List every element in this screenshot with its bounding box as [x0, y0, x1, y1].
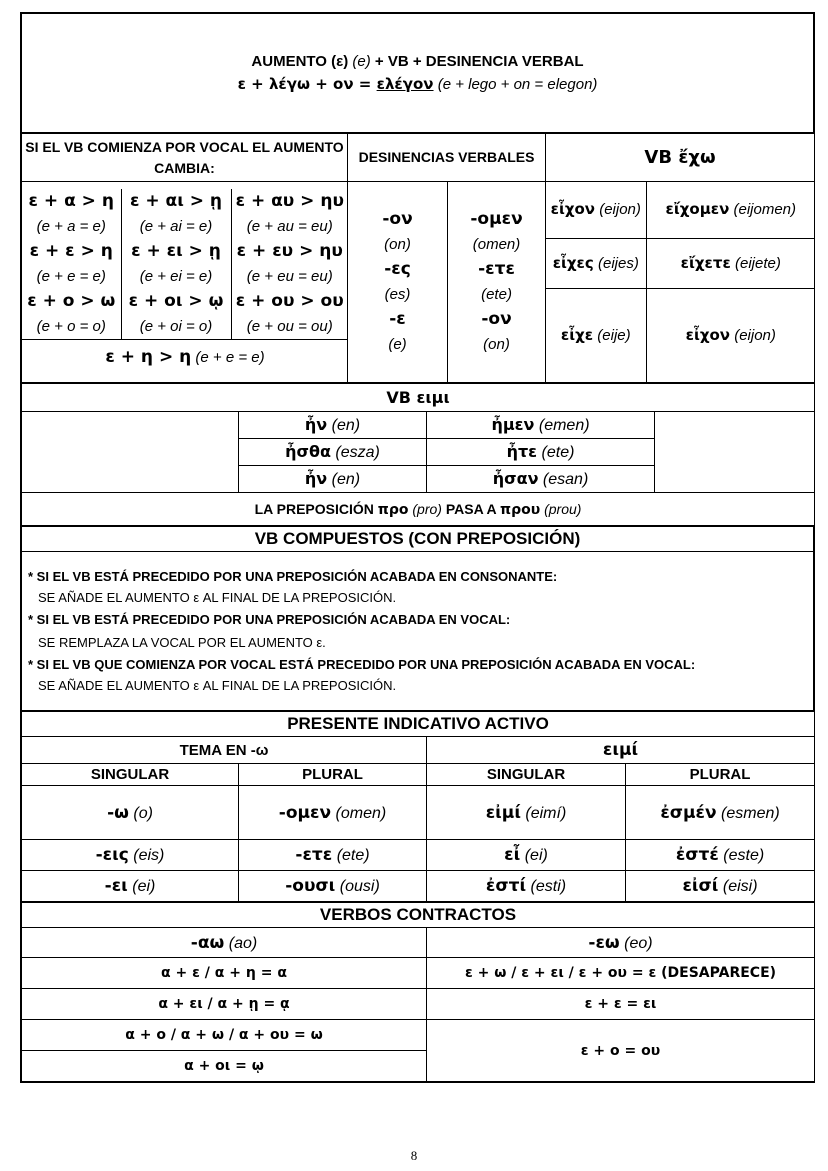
present-form: -εις (eis): [22, 840, 239, 871]
present-title: PRESENTE INDICATIVO ACTIVO: [22, 712, 815, 737]
compound-rule-3: SE AÑADE EL AUMENTO ε AL FINAL DE LA PREPOSICIÓN.: [38, 677, 397, 693]
contract-eo-rule: ε + ο = ου: [427, 1020, 815, 1082]
augment-rules: [22, 182, 348, 383]
echo-form: εἶχε (eije): [546, 288, 646, 382]
contract-ao-rule: α + ο / α + ω / α + ου = ω: [22, 1020, 427, 1051]
present-form: -ετε (ete): [239, 840, 427, 871]
header-table: [21, 13, 814, 133]
augment-grid: [22, 189, 348, 376]
echo-form: εἶχες (eijes): [546, 238, 646, 288]
eimi-blank-left: [22, 412, 239, 493]
header-line-2: [24, 73, 811, 96]
echo-form: εἴχετε (eijete): [646, 238, 815, 288]
echo-grid: [546, 182, 815, 382]
header-formula: + VB + DESINENCIA VERBAL: [370, 52, 584, 70]
eimi-form: ἦσαν (esan): [427, 466, 655, 493]
present-table: [21, 711, 815, 902]
header-augment: AUMENTO (ε): [251, 52, 353, 70]
compound-note-2: * SI EL VB ESTÁ PRECEDIDO POR UNA PREPOSICIÓN ACABADA EN VOCAL:: [28, 611, 511, 627]
present-omega-title: TEMA EN -ω: [22, 737, 427, 764]
eimi-form: ἦν (en): [239, 466, 427, 493]
present-eimi-title: ειμί: [427, 737, 815, 764]
present-form: ἐστί (esti): [427, 871, 626, 902]
augment-rule: ε + αι > ῃ (e + ai = e) ε + ει > ῃ (e + ei = e) ε + οι > ῳ (e + oi = o): [121, 189, 231, 340]
compound-title: VB COMPUESTOS (CON PREPOSICIÓN): [22, 527, 814, 552]
eimi-blank-right: [655, 412, 815, 493]
eimi-form: ἦτε (ete): [427, 439, 655, 466]
contract-eo-rule: ε + ε = ει: [427, 989, 815, 1020]
present-form: -ομεν (omen): [239, 786, 427, 840]
augment-last-rule: ε + η > η (e + e = e): [22, 339, 348, 376]
contract-eo-rule: ε + ω / ε + ει / ε + ου = ε (DESAPARECE): [427, 958, 815, 989]
echo-conjugation: [546, 182, 815, 383]
contract-ao-rule: α + ε / α + η = α: [22, 958, 427, 989]
augment-rule: ε + α > η (e + a = e) ε + ε > η (e + e = e) ε + ο > ω (e + o = o): [22, 189, 121, 340]
present-form: -ουσι (ousi): [239, 871, 427, 902]
col-singular: SINGULAR: [22, 764, 239, 786]
echo-form: εἶχον (eijon): [546, 182, 646, 238]
endings-plural: -ομεν (omen) -ετε (ete) -ον (on): [448, 182, 546, 383]
compound-rule-1: SE AÑADE EL AUMENTO ε AL FINAL DE LA PREPOSICIÓN.: [38, 589, 397, 605]
header-example-result: ελέγον: [376, 74, 434, 93]
contract-ao-rule: α + ει / α + ῃ = ᾳ: [22, 989, 427, 1020]
header-example-translit: (e + lego + on = elegon): [433, 75, 598, 93]
grammar-sheet: [20, 12, 815, 1083]
header-example: ε + λέγω + ον =: [237, 74, 377, 93]
contract-title: VERBOS CONTRACTOS: [22, 903, 815, 928]
contract-ao-head: -αω (ao): [22, 928, 427, 958]
header-augment-translit: (e): [352, 52, 371, 70]
eimi-form: ἦμεν (emen): [427, 412, 655, 439]
contract-table: [21, 902, 815, 1082]
eimi-title: VB ειμι: [22, 384, 815, 412]
echo-form: εἶχον (eijon): [646, 288, 815, 382]
augment-table: [21, 133, 815, 383]
present-form: -ει (ei): [22, 871, 239, 902]
augment-rule: ε + αυ > ηυ (e + au = eu) ε + ευ > ηυ (e + eu = eu) ε + ου > ου (e + ou = ou): [231, 189, 348, 340]
eimi-form: ἦσθα (esza): [239, 439, 427, 466]
page-number: 8: [410, 1148, 418, 1163]
contract-eo-head: -εω (eo): [427, 928, 815, 958]
col-plural: PLURAL: [239, 764, 427, 786]
compound-note-3: * SI EL VB QUE COMIENZA POR VOCAL ESTÁ PRECEDIDO POR UNA PREPOSICIÓN ACABADA EN VOCAL:: [28, 656, 696, 672]
echo-title: VB ἔχω: [546, 134, 815, 182]
col-singular: SINGULAR: [427, 764, 626, 786]
eimi-table: [21, 383, 815, 526]
endings-singular: -ον (on) -ες (es) -ε (e): [348, 182, 448, 383]
compound-note-1: * SI EL VB ESTÁ PRECEDIDO POR UNA PREPOSICIÓN ACABADA EN CONSONANTE:: [28, 568, 558, 584]
present-form: -ω (o): [22, 786, 239, 840]
augment-title: SI EL VB COMIENZA POR VOCAL EL AUMENTO CAMBIA:: [22, 134, 348, 182]
header-cell: [22, 14, 814, 133]
present-form: εἰμί (eimí): [427, 786, 626, 840]
present-form: εἰσί (eisi): [626, 871, 815, 902]
compound-rule-2: SE REMPLAZA LA VOCAL POR EL AUMENTO ε.: [38, 634, 326, 650]
eimi-form: ἦν (en): [239, 412, 427, 439]
col-plural: PLURAL: [626, 764, 815, 786]
header-line-1: [24, 51, 811, 73]
endings-title: DESINENCIAS VERBALES: [348, 134, 546, 182]
present-form: εἶ (ei): [427, 840, 626, 871]
preposition-rule: LA PREPOSICIÓN προ (pro) PASA A πρου (prou): [22, 493, 815, 526]
present-form: ἐστέ (este): [626, 840, 815, 871]
echo-form: εἴχομεν (eijomen): [646, 182, 815, 238]
contract-ao-rule: α + οι = ῳ: [22, 1051, 427, 1082]
compound-table: [21, 526, 814, 711]
compound-notes: [22, 552, 814, 711]
present-form: ἐσμέν (esmen): [626, 786, 815, 840]
